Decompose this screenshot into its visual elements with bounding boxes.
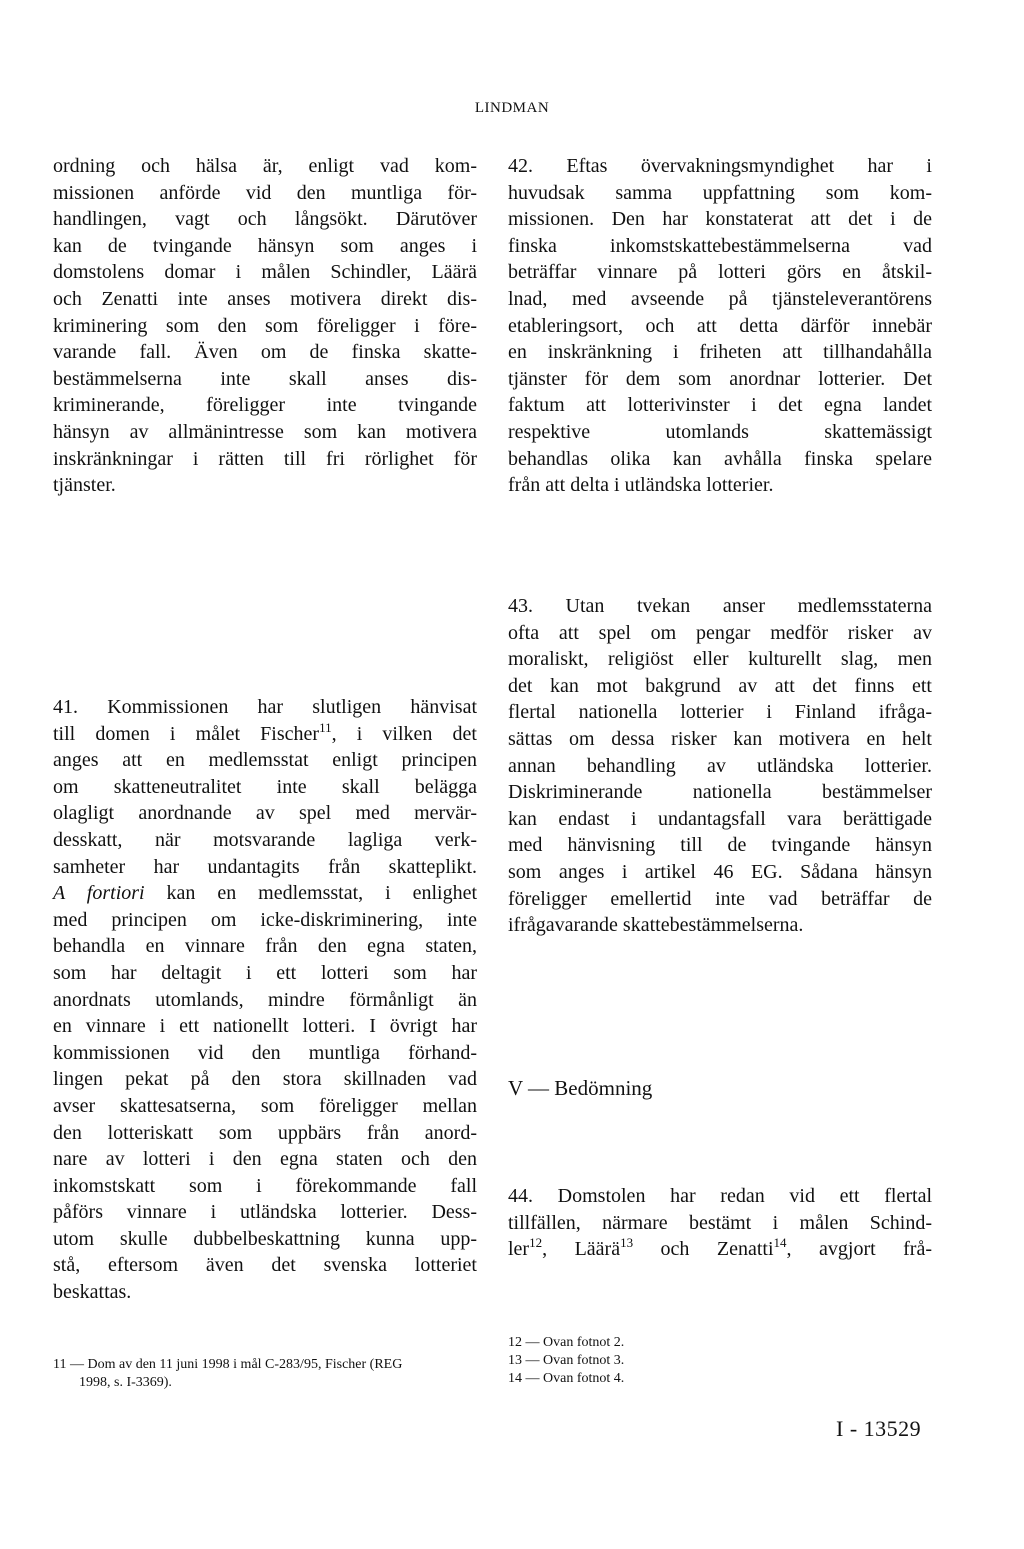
text-fragment: , i vilken det bbox=[331, 722, 477, 745]
text-line: varande fall. Även om de finska skatte- bbox=[53, 341, 477, 364]
text-line: föreligger emellertid inte vad beträffar de bbox=[508, 887, 932, 910]
text-line: kriminerande, föreligger inte tvingande bbox=[53, 394, 477, 417]
text-line: påförs vinnare i utländska lotterier. Dess- bbox=[53, 1201, 477, 1224]
text-line: behandla en vinnare från den egna staten, bbox=[53, 935, 477, 958]
text-line: ifrågavarande skattebestämmelserna. bbox=[508, 914, 804, 937]
text-fragment: ler bbox=[508, 1238, 530, 1261]
text-line: lingen pekat på den stora skillnaden vad bbox=[53, 1068, 477, 1091]
footnotes-right bbox=[508, 1334, 624, 1388]
text-fragment: till domen i målet Fischer bbox=[53, 722, 320, 745]
text-line: anordnats utomlands, mindre förmånligt än bbox=[53, 988, 477, 1011]
text-line: 42. Eftas övervakningsmyndighet har i bbox=[508, 155, 932, 177]
paragraph-44 bbox=[508, 1183, 932, 1263]
text-line: Diskriminerande nationella bestämmelser bbox=[508, 781, 932, 804]
text-line: avser skattesatserna, som föreligger mellan bbox=[53, 1094, 477, 1117]
text-line: om skatteneutralitet inte skall belägga bbox=[53, 775, 477, 798]
text-line: som anges i artikel 46 EG. Sådana hänsyn bbox=[508, 860, 932, 883]
text-line: flertal nationella lotterier i Finland ifråga- bbox=[508, 701, 932, 724]
text-line: annan behandling av utländska lotterier. bbox=[508, 754, 932, 777]
page-number: I - 13529 bbox=[836, 1416, 922, 1441]
paragraph-40-continued bbox=[53, 153, 477, 499]
running-head: LINDMAN bbox=[474, 100, 550, 116]
text-line: beträffar vinnare på lotteri görs en åtskil- bbox=[508, 261, 932, 284]
text-line: kan de tvingande hänsyn som anges i bbox=[53, 234, 477, 257]
text-line: inskränkningar i rätten till fri rörlighet för bbox=[53, 447, 477, 470]
text-fragment: , avgjort frå- bbox=[786, 1238, 932, 1261]
text-line: huvudsak samma uppfattning som kom- bbox=[508, 181, 932, 204]
text-fragment: kan en medlemsstat, i enlighet bbox=[144, 882, 477, 905]
footnote-ref-11[interactable]: 11 bbox=[319, 719, 332, 735]
text-line: en inskränkning i friheten att tillhandahålla bbox=[508, 341, 932, 364]
footnote-ref-14[interactable]: 14 bbox=[773, 1235, 787, 1251]
text-line: 41. Kommissionen har slutligen hänvisat bbox=[53, 696, 477, 718]
text-line: anges att en medlemsstat enligt principen bbox=[53, 749, 477, 772]
text-line: ordning och hälsa är, enligt vad kom- bbox=[53, 155, 477, 177]
footnote-ref-12[interactable]: 12 bbox=[529, 1235, 543, 1251]
text-line: sättas om dessa risker kan motivera en helt bbox=[508, 727, 932, 750]
text-line: det kan mot bakgrund av att det finns ett bbox=[508, 674, 932, 697]
italic-phrase: A fortiori bbox=[53, 882, 145, 905]
text-line: respektive utomlands skattemässigt bbox=[508, 420, 932, 443]
text-line: och Zenatti inte anses motivera direkt dis- bbox=[53, 287, 477, 310]
text-line: handlingen, vagt och långsökt. Därutöver bbox=[53, 208, 477, 231]
text-line: kommissionen vid den muntliga förhand- bbox=[53, 1041, 477, 1064]
text-line: missionen. Den har konstaterat att det i de bbox=[508, 208, 932, 231]
text-line: kriminering som den som föreligger i före- bbox=[53, 314, 477, 337]
footnote-11 bbox=[53, 1356, 477, 1392]
text-line bbox=[508, 1236, 932, 1263]
section-heading: V — Bedömning bbox=[508, 1076, 653, 1100]
text-line: en vinnare i ett nationellt lotteri. I övrigt har bbox=[53, 1015, 477, 1038]
text-line: missionen anförde vid den muntliga för- bbox=[53, 181, 477, 204]
text-line: faktum att lotterivinster i det egna landet bbox=[508, 394, 932, 417]
text-line: den lotteriskatt som uppbärs från anord- bbox=[53, 1121, 477, 1144]
footnote-12: 12 — Ovan fotnot 2. bbox=[508, 1335, 625, 1350]
text-line: tillfällen, närmare bestämt i målen Schind- bbox=[508, 1211, 932, 1234]
paragraph-42 bbox=[508, 153, 932, 499]
paragraph-43 bbox=[508, 593, 932, 939]
text-fragment: , Läärä bbox=[542, 1238, 621, 1261]
text-line: nare av lotteri i den egna staten och den bbox=[53, 1148, 477, 1171]
text-line: bestämmelserna inte skall anses dis- bbox=[53, 367, 477, 390]
text-line: tjänster för dem som anordnar lotterier. Det bbox=[508, 367, 932, 390]
text-line: lnad, med avseende på tjänsteleverantörens bbox=[508, 287, 932, 310]
text-line: utom skulle dubbelbeskattning kunna upp- bbox=[53, 1227, 477, 1250]
text-line: ofta att spel om pengar medför risker av bbox=[508, 621, 932, 644]
text-line: desskatt, när motsvarande lagliga verk- bbox=[53, 828, 477, 851]
footnote-line: 11 — Dom av den 11 juni 1998 i mål C-283/95, Fischer (REG bbox=[53, 1357, 403, 1372]
text-line: olagligt anordnande av spel med mervär- bbox=[53, 802, 477, 825]
text-line: stå, eftersom även det svenska lotteriet bbox=[53, 1254, 477, 1277]
text-line: kan endast i undantagsfall vara berättigade bbox=[508, 807, 932, 830]
text-line: moraliskt, religiöst eller kulturellt slag, men bbox=[508, 648, 932, 671]
footnote-13: 13 — Ovan fotnot 3. bbox=[508, 1353, 625, 1368]
text-line: behandlas olika kan avhålla finska spelare bbox=[508, 447, 932, 470]
text-line: med hänvisning till de tvingande hänsyn bbox=[508, 834, 932, 857]
text-line bbox=[53, 721, 477, 748]
text-line: som har deltagit i ett lotteri som har bbox=[53, 961, 477, 984]
footnote-line: 1998, s. I-3369). bbox=[79, 1375, 172, 1390]
text-line: tjänster. bbox=[53, 474, 116, 497]
text-line bbox=[53, 880, 477, 907]
text-line: från att delta i utländska lotterier. bbox=[508, 474, 774, 497]
text-line: domstolens domar i målen Schindler, Läärä bbox=[53, 261, 477, 284]
footnote-14: 14 — Ovan fotnot 4. bbox=[508, 1371, 625, 1386]
text-line: samheter har undantagits från skatteplikt. bbox=[53, 855, 477, 878]
text-line: beskattas. bbox=[53, 1281, 132, 1304]
text-line: etableringsort, och att detta därför innebär bbox=[508, 314, 932, 337]
text-line: finska inkomstskattebestämmelserna vad bbox=[508, 234, 932, 257]
paragraph-41 bbox=[53, 694, 477, 1306]
text-line: 44. Domstolen har redan vid ett flertal bbox=[508, 1185, 932, 1207]
text-line: hänsyn av allmänintresse som kan motivera bbox=[53, 420, 477, 443]
text-line: med principen om icke-diskriminering, inte bbox=[53, 908, 477, 931]
text-fragment: och Zenatti bbox=[633, 1238, 774, 1261]
footnote-ref-13[interactable]: 13 bbox=[620, 1235, 634, 1251]
text-line: inkomstskatt som i förekommande fall bbox=[53, 1174, 477, 1197]
text-line: 43. Utan tvekan anser medlemsstaterna bbox=[508, 595, 932, 617]
